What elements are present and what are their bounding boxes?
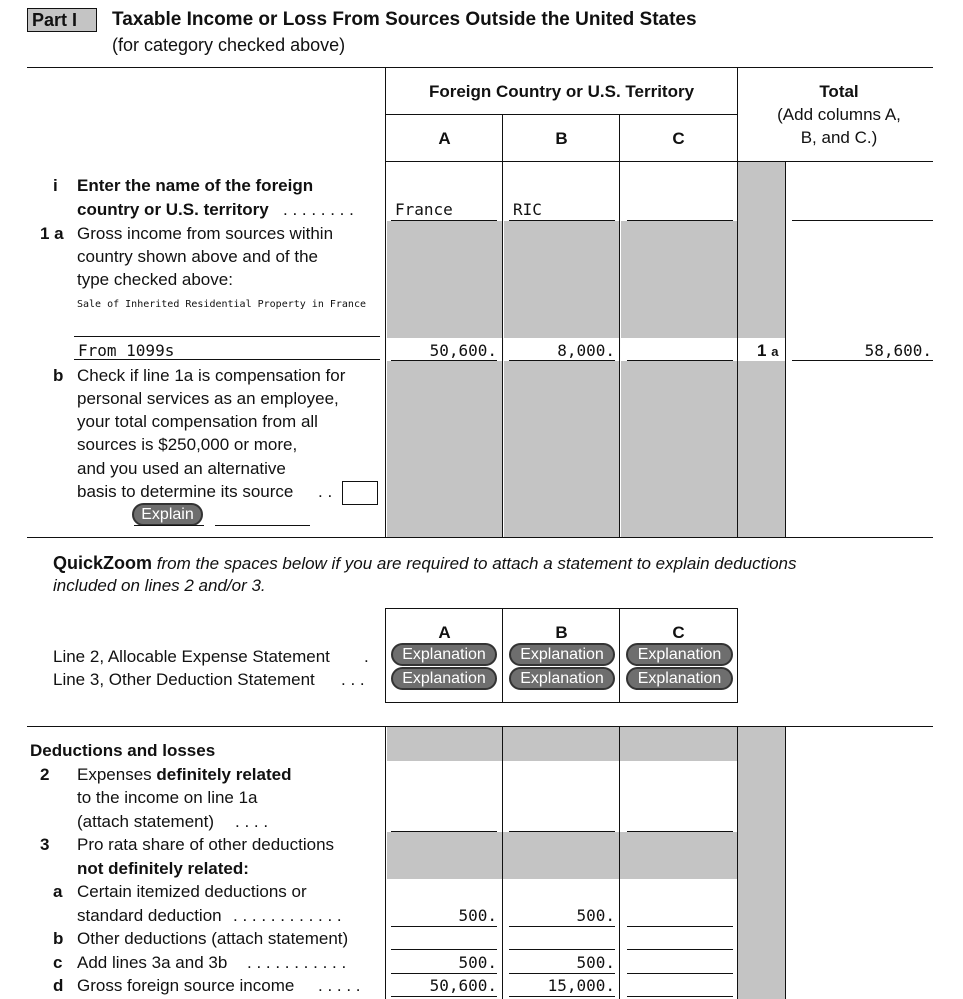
col-c-header: C	[672, 129, 685, 148]
line-2-dots: . . . .	[235, 812, 269, 831]
line-3-num: 3	[40, 835, 50, 854]
quickzoom-col-a: A	[438, 623, 451, 642]
line-3b-label: Other deductions (attach statement)	[77, 929, 349, 948]
line-3a-a-underline	[391, 926, 497, 927]
line-1b-label5: and you used an alternative	[77, 459, 286, 478]
ded-divider-total	[737, 726, 738, 999]
line-i-a-underline	[391, 220, 497, 221]
rule-section-1	[27, 537, 933, 538]
line-1a-c-underline	[627, 360, 733, 361]
line-1a-description-underline	[74, 336, 380, 337]
col-a-header: A	[438, 129, 451, 148]
shade-1a-c	[621, 221, 737, 338]
line-i-b-underline	[509, 220, 615, 221]
line-i-label1: Enter the name of the foreign	[77, 176, 314, 195]
line-3c-c-underline	[627, 973, 733, 974]
line-3c-b-value: 500.	[576, 953, 615, 972]
line3-explanation-c-button[interactable]: Explanation	[626, 667, 733, 690]
quickzoom-col-c: C	[672, 623, 685, 642]
line-3d-label: Gross foreign source income	[77, 976, 295, 995]
line-3a-b-underline	[509, 926, 615, 927]
line-3c-num: c	[53, 953, 63, 972]
line-1a-label3: type checked above:	[77, 270, 233, 289]
line-1b-checkbox[interactable]	[342, 481, 378, 505]
line2-explanation-b-button[interactable]: Explanation	[509, 643, 615, 666]
line-1a-label2: country shown above and of the	[77, 247, 318, 266]
shade-1a-a	[387, 221, 503, 338]
line-1a-total-ref	[757, 341, 778, 362]
line2-explanation-c-button[interactable]: Explanation	[626, 643, 733, 666]
line-3a-b-input[interactable]: 500.	[576, 906, 615, 925]
line-3a-label2: standard deduction	[77, 906, 222, 925]
line-3a-a-input[interactable]: 500.	[458, 906, 497, 925]
line-2-label1	[77, 765, 292, 785]
col-divider-ab	[502, 114, 503, 537]
shade-1b-c	[621, 361, 737, 537]
rule-colheader	[386, 161, 933, 162]
line-3b-a-underline	[391, 949, 497, 950]
line2-explanation-a-button[interactable]: Explanation	[391, 643, 497, 666]
shade-ref-top	[738, 162, 785, 338]
quickzoom-text2: included on lines 2 and/or 3.	[53, 576, 266, 595]
line-1a-a-underline	[391, 360, 497, 361]
line-3b-num: b	[53, 929, 64, 948]
ded-divider-ab	[502, 726, 503, 999]
line-1a-description[interactable]: Sale of Inherited Residential Property in France	[77, 299, 366, 310]
line-3-label2: not definitely related:	[77, 859, 249, 878]
line-3a-c-underline	[627, 926, 733, 927]
line-1b-explain-button[interactable]: Explain	[132, 503, 203, 526]
shade-1a-b	[504, 221, 620, 338]
page-subtitle: (for category checked above)	[112, 35, 346, 55]
quickzoom-line3-dots: . . .	[341, 670, 365, 689]
total-header-sub2: B, and C.)	[800, 128, 878, 147]
line-1b-explain-underline-2	[215, 525, 310, 526]
line-i-total-underline[interactable]	[792, 220, 933, 221]
line-2-num: 2	[40, 765, 50, 784]
line-i-c-underline	[627, 220, 733, 221]
shade-1b-a	[387, 361, 503, 537]
total-header-sub1: (Add columns A,	[777, 105, 901, 124]
line-1a-b-underline	[509, 360, 615, 361]
rule-colgroup	[386, 114, 737, 115]
line-1a-b-input[interactable]: 8,000.	[557, 341, 615, 360]
quickzoom-line2-label: Line 2, Allocable Expense Statement	[53, 647, 330, 666]
line-1b-label2: personal services as an employee,	[77, 389, 339, 408]
line-1a-total-ref-num: 1	[757, 341, 767, 360]
ded-divider-ref	[785, 726, 786, 999]
line-1b-num: b	[53, 366, 64, 385]
line-1a-total-ref-sub: a	[771, 344, 779, 359]
line-1b-explain-underline-1	[134, 525, 204, 526]
shade-1b-b	[504, 361, 620, 537]
line-1a-total: 58,600.	[864, 341, 932, 360]
quickzoom-text1: from the spaces below if you are required to attach a statement to explain deductions	[156, 554, 797, 573]
line-1a-source-underline	[74, 359, 380, 360]
line-1a-total-underline	[792, 360, 933, 361]
line-3d-b-underline	[509, 996, 615, 997]
quickzoom-text-line1	[53, 553, 797, 574]
line-1a-num: 1 a	[40, 224, 64, 243]
col-divider-bc	[619, 114, 620, 537]
line3-explanation-a-button[interactable]: Explanation	[391, 667, 497, 690]
line-3d-a-underline	[391, 996, 497, 997]
line-3c-b-underline	[509, 973, 615, 974]
line-2-b-underline[interactable]	[509, 831, 615, 832]
line-3a-num: a	[53, 882, 63, 901]
line-3d-b-value: 15,000.	[547, 976, 615, 995]
line-3-label1: Pro rata share of other deductions	[77, 835, 335, 854]
line-3b-b-underline	[509, 949, 615, 950]
shade-ded-line3	[387, 832, 738, 879]
line-2-c-underline[interactable]	[627, 831, 733, 832]
line-3d-c-underline	[627, 996, 733, 997]
line-3c-label: Add lines 3a and 3b	[77, 953, 228, 972]
deductions-heading: Deductions and losses	[30, 741, 216, 760]
line-3d-num: d	[53, 976, 64, 995]
line-3c-a-underline	[391, 973, 497, 974]
rule-top	[27, 67, 933, 68]
line-i-b-input[interactable]: RIC	[513, 200, 542, 219]
line-1b-label4: sources is $250,000 or more,	[77, 435, 298, 454]
line-2-label3: (attach statement)	[77, 812, 215, 831]
line3-explanation-b-button[interactable]: Explanation	[509, 667, 615, 690]
line-1b-label6: basis to determine its source	[77, 482, 294, 501]
shade-ded-ref	[738, 727, 785, 999]
quickzoom-lead: QuickZoom	[53, 553, 153, 573]
quickzoom-col-b: B	[555, 623, 568, 642]
shade-ref-bottom	[738, 361, 785, 537]
line-i-label2: country or U.S. territory	[77, 200, 269, 219]
part-label: Part I	[32, 10, 78, 30]
shade-ded-heading	[387, 727, 738, 761]
line-3a-dots: . . . . . . . . . . . .	[233, 906, 342, 925]
ded-divider-left	[385, 726, 386, 999]
line-2-label1-bold: definitely related	[156, 765, 292, 784]
line-2-label2: to the income on line 1a	[77, 788, 258, 807]
part-label-box	[27, 8, 97, 32]
line-2-a-underline[interactable]	[391, 831, 497, 832]
ded-divider-bc	[619, 726, 620, 999]
line-1a-source-input[interactable]: From 1099s	[78, 341, 175, 360]
col-b-header: B	[555, 129, 568, 148]
quickzoom-line3-label: Line 3, Other Deduction Statement	[53, 670, 315, 689]
col-group-header: Foreign Country or U.S. Territory	[428, 82, 695, 101]
page-title: Taxable Income or Loss From Sources Outside the United States	[112, 9, 697, 30]
line-3d-a-value: 50,600.	[429, 976, 497, 995]
col-divider-ref	[785, 162, 786, 537]
quickzoom-line2-dots: .	[364, 647, 369, 666]
line-1b-label1: Check if line 1a is compensation for	[77, 366, 346, 385]
line-i-a-input[interactable]: France	[395, 200, 453, 219]
line-3a-label1: Certain itemized deductions or	[77, 882, 307, 901]
total-header: Total	[819, 82, 859, 101]
line-3c-dots: . . . . . . . . . . .	[247, 953, 347, 972]
line-1a-a-input[interactable]: 50,600.	[429, 341, 497, 360]
line-2-label1-pre: Expenses	[77, 765, 157, 784]
line-3c-a-value: 500.	[458, 953, 497, 972]
line-3b-c-underline	[627, 949, 733, 950]
line-1b-dots: . .	[318, 482, 333, 501]
line-i-num: i	[53, 176, 58, 195]
line-3d-dots: . . . . .	[318, 976, 361, 995]
line-i-dots: . . . . . . . .	[283, 200, 354, 219]
line-1b-label3: your total compensation from all	[77, 412, 318, 431]
line-1a-label1: Gross income from sources within	[77, 224, 334, 243]
